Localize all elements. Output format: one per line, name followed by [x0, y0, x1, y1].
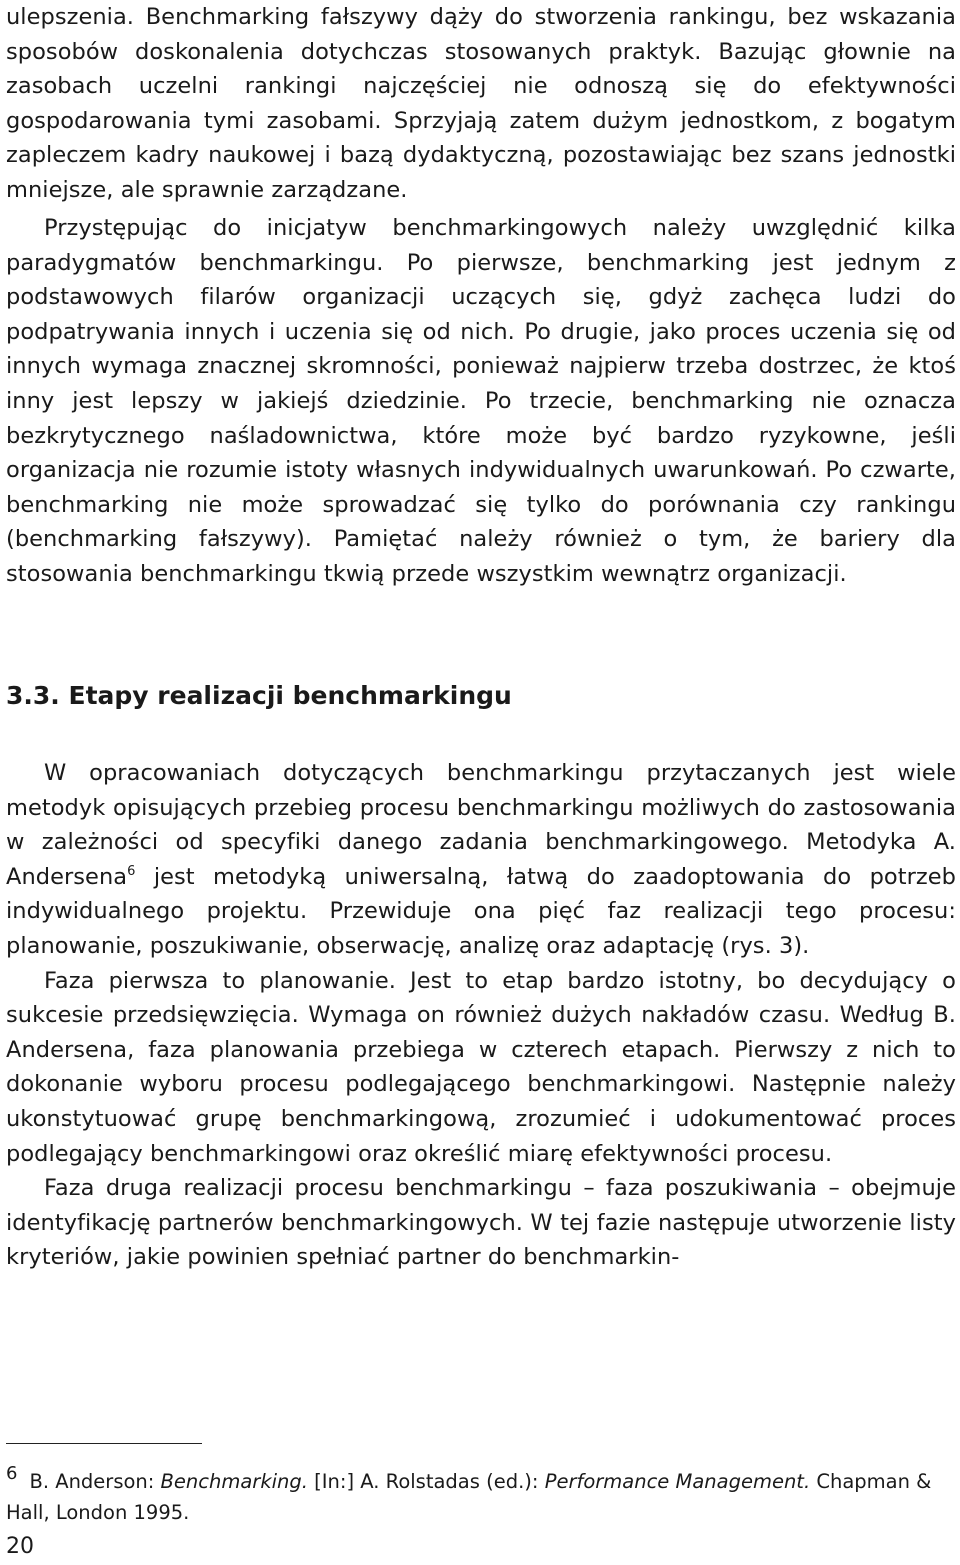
footnote-title: Benchmarking.: [160, 1470, 308, 1493]
footnote-book: Performance Management.: [544, 1470, 811, 1493]
footnote-divider: [6, 1443, 202, 1444]
footnote-reference[interactable]: 6: [127, 863, 136, 879]
paragraph-phase-one: Faza pierwsza to planowanie. Jest to etap bardzo istotny, bo decydujący o sukcesie przedsięwzięcia. Wymaga on również dużych nakładów czasu. Według B. Andersena, faza planowania przebiega w czterech etapach. Pierwszy z nich to dokonanie wyboru procesu podlegającego benchmarkingowi. Następnie należy ukonstytuować grupę benchmarkingową, zrozumieć i udokumentować proces podlegający benchmarkingowi oraz określić miarę efektywności procesu.: [6, 967, 956, 1167]
paragraph-methodologies-start: W opracowaniach dotyczących benchmarkingu przytaczanych jest wiele metodyk opisujących przebieg procesu benchmarkingu możliwych do zastosowania w zależności od specyfiki danego zadania benchmarkingowego. Metodyka A. Andersena: [6, 760, 956, 890]
footnote-author: B. Anderson:: [29, 1470, 161, 1493]
footnote-number: 6: [6, 1463, 18, 1484]
paragraph-paradigms: Przystępując do inicjatyw benchmarkingowych należy uwzględnić kilka paradygmatów benchmarkingu. Po pierwsze, benchmarking jest jednym z podstawowych filarów organizacji uczących się, gdyż zachęca ludzi do podpatrywania innych i uczenia się od nich. Po drugie, jako proces uczenia się od innych wymaga znacznej skromności, ponieważ najpierw trzeba dostrzec, że ktoś inny jest lepszy w jakiejś dziedzinie. Po trzecie, benchmarking nie oznacza bezkrytycznego naśladownictwa, które może być bardzo ryzykowne, jeśli organizacja nie rozumie istoty własnych indywidualnych uwarunkowań. Po czwarte, benchmarking nie może sprowadzać się tylko do porównania czy rankingu (benchmarking fałszywy). Pamiętać należy również o tym, że bariery dla stosowania benchmarkingu tkwią przede wszystkim wewnątrz organizacji.: [6, 215, 956, 587]
paragraph-phase-two: Faza druga realizacji procesu benchmarkingu – faza poszukiwania – obejmuje identyfikację partnerów benchmarkingowych. W tej fazie następuje utworzenie listy kryteriów, jakie powinien spełniać partner do benchmarkin-: [6, 1175, 956, 1271]
paragraph-top: ulepszenia. Benchmarking fałszywy dąży do stworzenia rankingu, bez wskazania sposobów doskonalenia dotychczas stosowanych praktyk. Bazując głownie na zasobach uczelni rankingi najczęściej nie odnoszą się do efektywności gospodarowania tymi zasobami. Sprzyjają zatem dużym jednostkom, z bogatym zapleczem kadry naukowej i bazą dydaktyczną, pozostawiając bez szans jednostki mniejsze, ale sprawnie zarządzane.: [6, 4, 956, 203]
section-body: [6, 756, 956, 1275]
paragraph-methodologies: [6, 756, 956, 964]
section-heading: 3.3. Etapy realizacji benchmarkingu: [6, 681, 512, 710]
footnote: [6, 1458, 956, 1528]
page-number: 20: [6, 1534, 34, 1559]
paragraph-methodologies-end: jest metodyką uniwersalną, łatwą do zaadoptowania do potrzeb indywidualnego projektu. Przewiduje ona pięć faz realizacji tego procesu: planowanie, poszukiwanie, obserwację, analizę oraz adaptację (rys. 3).: [6, 863, 956, 959]
footnote-publisher: Chapman & Hall, London 1995.: [6, 1470, 932, 1524]
footnote-middle: [In:] A. Rolstadas (ed.):: [307, 1470, 545, 1493]
